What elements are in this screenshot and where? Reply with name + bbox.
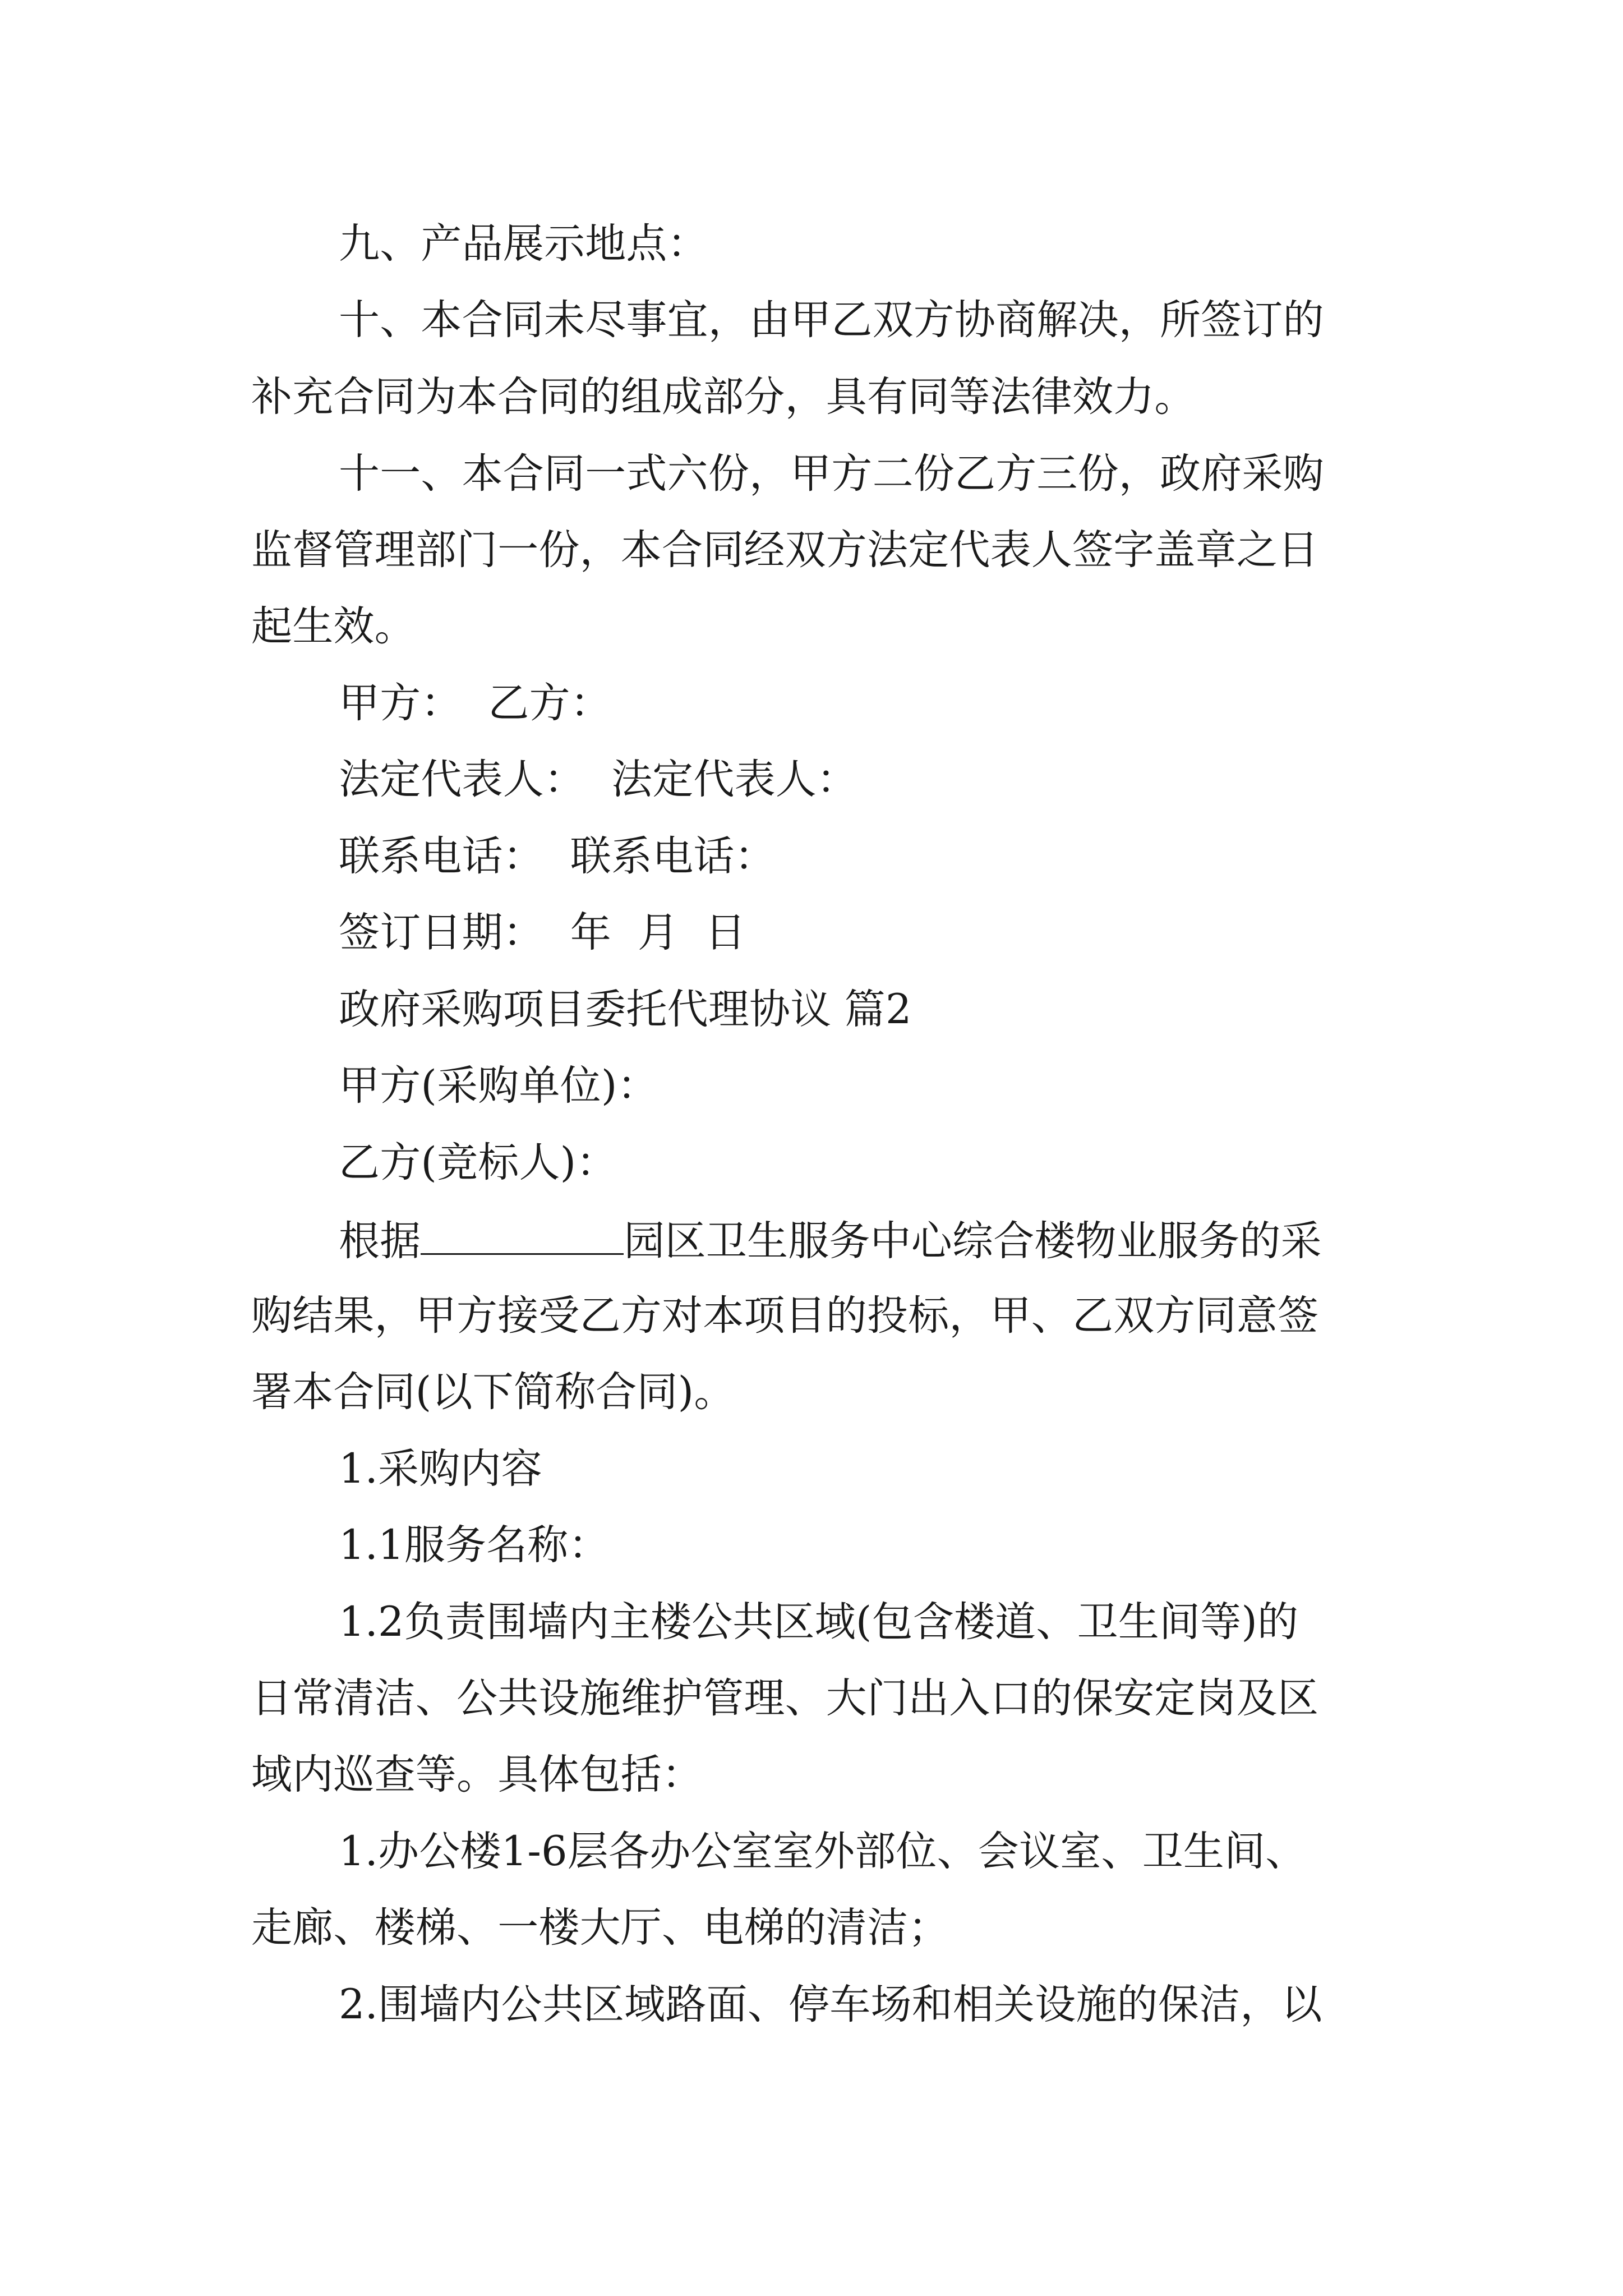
party-names-line: 甲方： 乙方： [339,679,612,727]
clause-11-line-2: 监督管理部门一份，本合同经双方法定代表人签字盖章之日 [251,526,1319,574]
party-a-purchaser-line: 甲方(采购单位)： [339,1062,658,1110]
section-1-2-line-2: 日常清洁、公共设施维护管理、大门出入口的保安定岗及区 [251,1674,1319,1722]
basis-suffix: 园区卫生服务中心综合楼物业服务的采 [624,1217,1322,1265]
legal-representative-line: 法定代表人： 法定代表人： [339,756,858,803]
basis-line-2: 购结果，甲方接受乙方对本项目的投标，甲、乙双方同意签 [251,1292,1319,1340]
section-heading-part-2: 政府采购项目委托代理协议 篇2 [339,986,912,1033]
contact-phone-line: 联系电话： 联系电话： [339,832,776,880]
clause-10-line-1: 十、本合同未尽事宜，由甲乙双方协商解决，所签订的 [339,296,1324,344]
section-1-1-service-name: 1.1服务名称： [339,1521,610,1569]
basis-line-3: 署本合同(以下简称合同)。 [251,1368,735,1416]
basis-line-1 [339,1217,1322,1265]
clause-10-line-2: 补充合同为本合同的组成部分，具有同等法律效力。 [251,373,1196,421]
basis-prefix: 根据 [339,1217,421,1265]
clause-11-line-1: 十一、本合同一式六份，甲方二份乙方三份，政府采购 [339,450,1324,498]
section-1-2-line-3: 域内巡查等。具体包括： [251,1751,703,1798]
section-1-2-line-1: 1.2负责围墙内主楼公共区域(包含楼道、卫生间等)的 [339,1598,1299,1646]
section-1-heading: 1.采购内容 [339,1445,542,1493]
blank-underline [421,1218,624,1255]
clause-9-text: 九、产品展示地点： [339,220,708,268]
clause-11-line-3: 起生效。 [251,602,416,650]
party-b-bidder-line: 乙方(竞标人)： [339,1139,617,1186]
item-1-line-1: 1.办公楼1-6层各办公室室外部位、会议室、卫生间、 [339,1828,1307,1875]
item-1-line-2: 走廊、楼梯、一楼大厅、电梯的清洁； [251,1904,949,1952]
item-2-line-1: 2.围墙内公共区域路面、停车场和相关设施的保洁，以 [339,1981,1322,2028]
signing-date-line: 签订日期： 年 月 日 [339,909,746,956]
